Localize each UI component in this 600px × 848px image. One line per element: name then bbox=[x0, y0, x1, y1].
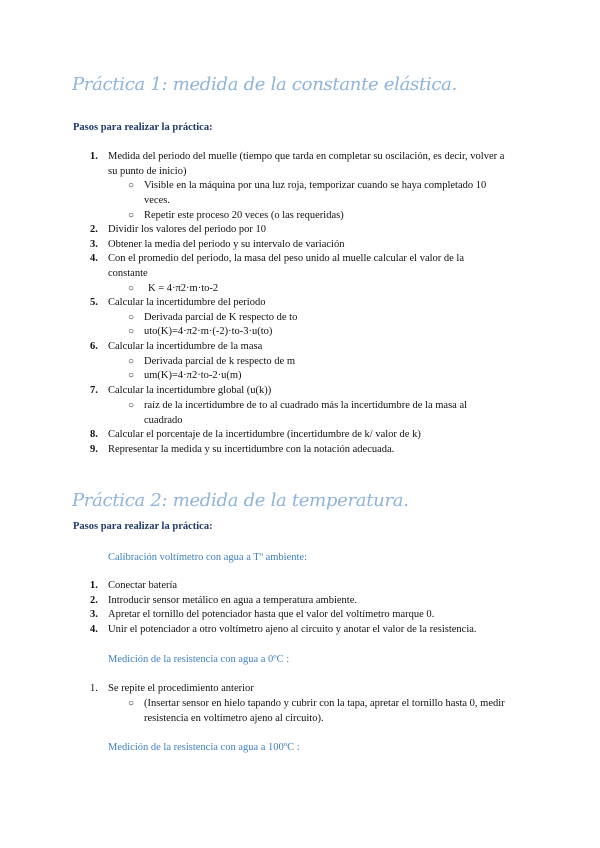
step-text: Obtener la media del periodo y su intervalo de variación bbox=[108, 239, 345, 250]
step-number: 1. bbox=[90, 580, 98, 591]
step-text: Apretar el tornillo del potenciador hasta que el valor del voltímetro marque 0. bbox=[108, 609, 435, 620]
bullet-marker: ○ bbox=[128, 370, 135, 381]
step-text: Conectar batería bbox=[108, 580, 178, 591]
step-number: 1. bbox=[90, 683, 98, 694]
bullet-text: Derivada parcial de K respecto de to bbox=[144, 312, 298, 323]
step-text: Introducir sensor metálico en agua a temperatura ambiente. bbox=[108, 595, 357, 606]
step-number: 3. bbox=[90, 239, 98, 250]
step-number: 9. bbox=[90, 444, 98, 455]
step-text: Calcular la incertidumbre global (u(k)) bbox=[108, 385, 272, 396]
step-text: Medida del periodo del muelle (tiempo que tarda en completar su oscilación, es decir, volver a bbox=[108, 151, 505, 162]
bullet-text: Repetir este proceso 20 veces (o las requeridas) bbox=[144, 210, 344, 221]
bullet-text: raíz de la incertidumbre de to al cuadrado más la incertidumbre de la masa al bbox=[144, 400, 468, 411]
step-number: 4. bbox=[90, 624, 98, 635]
step-text: Unir el potenciador a otro voltímetro ajeno al circuito y anotar el valor de la resistencia. bbox=[108, 624, 477, 635]
step-text-cont: su punto de inicio) bbox=[108, 166, 187, 177]
step-number: 6. bbox=[90, 341, 98, 352]
step-number: 3. bbox=[90, 609, 98, 620]
zero-celsius-heading: Medición de la resistencia con agua a 0ºC : bbox=[108, 654, 290, 665]
bullet-text: (Insertar sensor en hielo tapando y cubrir con la tapa, apretar el tornillo hasta 0, medir bbox=[144, 698, 505, 709]
bullet-marker: ○ bbox=[128, 210, 135, 221]
step-text: Dividir los valores del periodo por 10 bbox=[108, 224, 267, 235]
bullet-marker: ○ bbox=[128, 283, 135, 294]
step-text: Calcular la incertidumbre de la masa bbox=[108, 341, 263, 352]
section2-title: Práctica 2: medida de la temperatura. bbox=[72, 490, 409, 511]
step-number: 7. bbox=[90, 385, 98, 396]
step-number: 1. bbox=[90, 151, 98, 162]
step-text: Con el promedio del periodo, la masa del peso unido al muelle calcular el valor de la bbox=[108, 253, 465, 264]
step-text: Se repite el procedimiento anterior bbox=[108, 683, 254, 694]
calibration-heading: Calibración voltímetro con agua a Tº ambiente: bbox=[108, 552, 307, 563]
bullet-marker: ○ bbox=[128, 698, 135, 709]
bullet-marker: ○ bbox=[128, 180, 135, 191]
step-text: Calcular el porcentaje de la incertidumbre (incertidumbre de k/ valor de k) bbox=[108, 429, 421, 440]
step-number: 2. bbox=[90, 595, 98, 606]
formula-uto: uto(K)=4·π2·m·(-2)·to-3·u(to) bbox=[144, 326, 273, 337]
step-number: 4. bbox=[90, 253, 98, 264]
section1-subtitle: Pasos para realizar la práctica: bbox=[73, 122, 213, 133]
bullet-marker: ○ bbox=[128, 326, 135, 337]
formula-k: K = 4·π2·m·to-2 bbox=[148, 283, 219, 294]
formula-um: um(K)=4·π2·to-2·u(m) bbox=[144, 370, 242, 381]
step-text: Representar la medida y su incertidumbre con la notación adecuada. bbox=[108, 444, 395, 455]
bullet-text-cont: resistencia en voltímetro ajeno al circuito). bbox=[144, 713, 324, 724]
bullet-marker: ○ bbox=[128, 400, 135, 411]
bullet-text: Visible en la máquina por una luz roja, temporizar cuando se haya completado 10 bbox=[144, 180, 487, 191]
hundred-celsius-heading: Medición de la resistencia con agua a 100ºC : bbox=[108, 742, 300, 753]
step-number: 8. bbox=[90, 429, 98, 440]
step-text-cont: constante bbox=[108, 268, 148, 279]
step-number: 5. bbox=[90, 297, 98, 308]
section1-title: Práctica 1: medida de la constante elástica. bbox=[72, 74, 457, 95]
step-number: 2. bbox=[90, 224, 98, 235]
bullet-marker: ○ bbox=[128, 312, 135, 323]
bullet-marker: ○ bbox=[128, 356, 135, 367]
bullet-text-cont: veces. bbox=[144, 195, 170, 206]
bullet-text: Derivada parcial de k respecto de m bbox=[144, 356, 296, 367]
step-text: Calcular la incertidumbre del periodo bbox=[108, 297, 266, 308]
bullet-text-cont: cuadrado bbox=[144, 415, 183, 426]
section2-subtitle: Pasos para realizar la práctica: bbox=[73, 521, 213, 532]
